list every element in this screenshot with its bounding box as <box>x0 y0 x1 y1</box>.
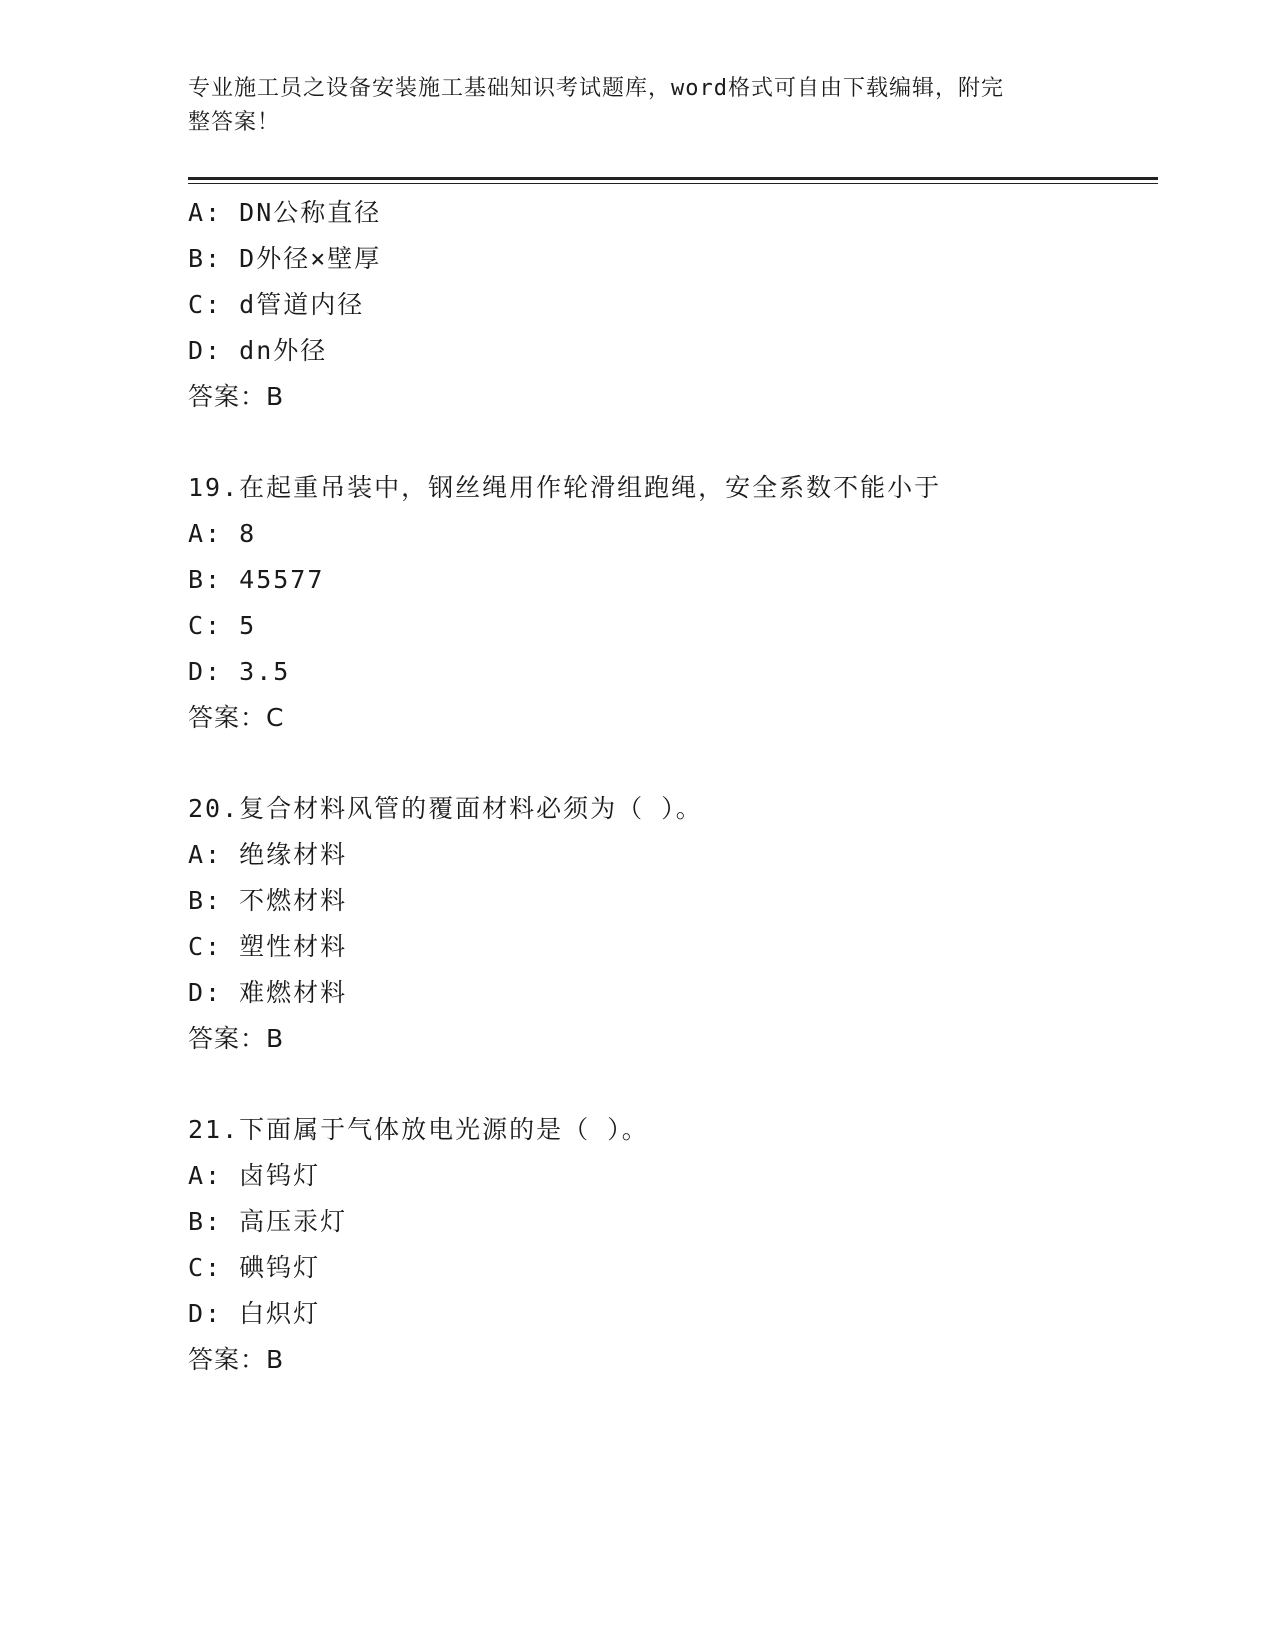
question-block-20 <box>188 786 1158 1062</box>
option-a: A: 8 <box>188 519 257 548</box>
option-d: D: dn外径 <box>188 336 328 365</box>
question-block-21 <box>188 1107 1158 1383</box>
option-d: D: 白炽灯 <box>188 1299 321 1328</box>
question-stem: 19.在起重吊装中，钢丝绳用作轮滑组跑绳，安全系数不能小于 <box>188 473 942 502</box>
option-b: B: D外径×壁厚 <box>188 244 382 273</box>
question-stem: 21.下面属于气体放电光源的是（ ）。 <box>188 1115 649 1144</box>
option-d: D: 难燃材料 <box>188 978 348 1007</box>
answer-line: 答案：B <box>188 1024 285 1053</box>
option-a: A: 绝缘材料 <box>188 840 348 869</box>
answer-line: 答案：B <box>188 382 285 411</box>
answer-line: 答案：B <box>188 1345 285 1374</box>
option-b: B: 不燃材料 <box>188 886 348 915</box>
spacer <box>188 1062 1158 1107</box>
question-stem: 20.复合材料风管的覆面材料必须为（ ）。 <box>188 794 703 823</box>
header-rule-thick <box>188 177 1158 180</box>
question-block-18 <box>188 190 1158 420</box>
spacer <box>188 420 1158 465</box>
header-line-1: 专业施工员之设备安装施工基础知识考试题库，word格式可自由下载编辑，附完 <box>188 76 1004 101</box>
option-a: A: DN公称直径 <box>188 198 382 227</box>
header-line-2: 整答案！ <box>188 110 281 135</box>
option-c: C: 碘钨灯 <box>188 1253 321 1282</box>
header-rule-thin <box>188 183 1158 184</box>
answer-line: 答案：C <box>188 703 285 732</box>
option-c: C: 塑性材料 <box>188 932 348 961</box>
document-header <box>188 72 1068 140</box>
option-b: B: 45577 <box>188 565 325 594</box>
spacer <box>188 741 1158 786</box>
option-a: A: 卤钨灯 <box>188 1161 321 1190</box>
option-d: D: 3.5 <box>188 657 291 686</box>
option-b: B: 高压汞灯 <box>188 1207 348 1236</box>
question-block-19 <box>188 465 1158 741</box>
question-list <box>188 190 1158 1383</box>
option-c: C: d管道内径 <box>188 290 365 319</box>
option-c: C: 5 <box>188 611 257 640</box>
